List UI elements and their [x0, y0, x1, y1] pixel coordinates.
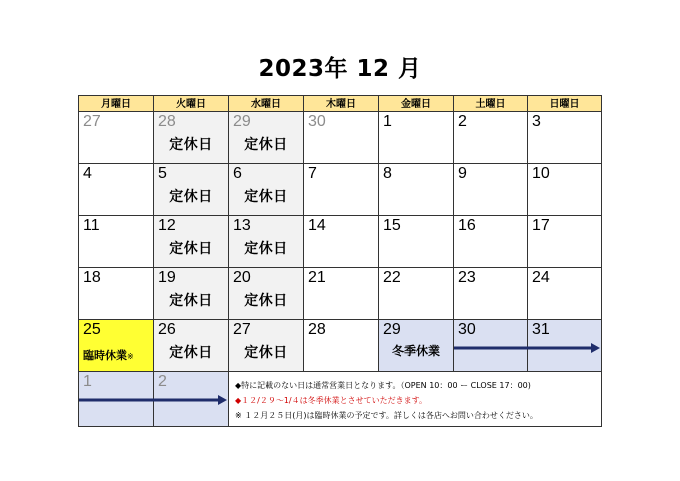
regular-holiday-label — [154, 290, 228, 310]
day-number: 24 — [532, 269, 550, 286]
day-number: 13 — [233, 217, 251, 234]
day-number: 2 — [458, 113, 467, 130]
weekday-header: 月曜日 — [78, 95, 154, 112]
day-cell — [153, 111, 229, 164]
day-cell — [153, 163, 229, 216]
day-cell — [378, 111, 454, 164]
day-cell — [78, 111, 154, 164]
regular-holiday-label — [229, 342, 303, 362]
day-number: 31 — [532, 321, 550, 338]
day-number: 29 — [233, 113, 251, 130]
regular-holiday-label — [154, 238, 228, 258]
day-number: 27 — [233, 321, 251, 338]
day-cell — [378, 319, 454, 372]
closure-text: 定休日 — [244, 189, 288, 205]
closure-text: 定休日 — [169, 241, 213, 257]
day-number: 8 — [383, 165, 392, 182]
day-number: 19 — [158, 269, 176, 286]
day-number: 6 — [233, 165, 242, 182]
day-number: 1 — [83, 373, 92, 390]
day-number: 3 — [532, 113, 541, 130]
regular-holiday-label — [154, 186, 228, 206]
temporary-closure-label — [83, 347, 134, 363]
regular-holiday-label — [154, 342, 228, 362]
day-number: 9 — [458, 165, 467, 182]
day-number: 20 — [233, 269, 251, 286]
day-number: 12 — [158, 217, 176, 234]
note-line: ※ １２月２５日(月)は臨時休業の予定です。詳しくは各店へお問い合わせください。 — [235, 411, 538, 420]
closure-text: 定休日 — [169, 345, 213, 361]
weekday-header: 火曜日 — [153, 95, 229, 112]
day-cell — [78, 163, 154, 216]
day-cell — [527, 163, 602, 216]
regular-holiday-label — [229, 238, 303, 258]
day-number: 17 — [532, 217, 550, 234]
day-number: 1 — [383, 113, 392, 130]
day-cell — [153, 267, 229, 320]
day-cell — [228, 267, 304, 320]
day-number: 23 — [458, 269, 476, 286]
day-cell — [527, 267, 602, 320]
day-cell — [378, 267, 454, 320]
regular-holiday-label — [229, 186, 303, 206]
day-number: 21 — [308, 269, 326, 286]
closure-text: 定休日 — [244, 345, 288, 361]
closure-text: 定休日 — [169, 293, 213, 309]
day-number: 30 — [308, 113, 326, 130]
regular-holiday-label — [229, 134, 303, 154]
day-number: 18 — [83, 269, 101, 286]
day-cell — [303, 267, 379, 320]
day-cell — [228, 215, 304, 268]
weekday-header: 木曜日 — [303, 95, 379, 112]
day-cell — [153, 215, 229, 268]
day-cell — [453, 267, 528, 320]
closure-text: 冬季休業 — [391, 344, 440, 358]
day-cell — [153, 319, 229, 372]
note-line: ◆特に記載のない日は通常営業日となります。（OPEN 10：00 ー CLOSE 17：00) — [235, 381, 531, 390]
notes-box — [228, 371, 602, 427]
day-cell — [453, 111, 528, 164]
day-cell — [228, 111, 304, 164]
day-cell — [228, 163, 304, 216]
footnote-mark: ※ — [127, 352, 134, 361]
day-cell — [303, 215, 379, 268]
day-number: 25 — [83, 321, 101, 338]
day-number: 10 — [532, 165, 550, 182]
day-number: 2 — [158, 373, 167, 390]
winter-closure-arrow — [454, 343, 600, 353]
calendar-title: 2023年 12 月 — [258, 56, 422, 82]
note-line: ◆１２/２９～1/４は冬季休業とさせていただきます。 — [235, 396, 427, 405]
day-cell — [378, 163, 454, 216]
calendar-grid — [78, 95, 601, 429]
day-cell — [228, 319, 304, 372]
day-number: 11 — [83, 217, 100, 234]
weekday-header: 金曜日 — [378, 95, 454, 112]
day-number: 27 — [83, 113, 101, 130]
day-number: 4 — [83, 165, 92, 182]
day-cell — [78, 267, 154, 320]
weekday-header: 土曜日 — [453, 95, 528, 112]
day-cell — [453, 163, 528, 216]
winter-closure-label — [379, 342, 453, 359]
day-cell — [527, 111, 602, 164]
regular-holiday-label — [229, 290, 303, 310]
day-number: 28 — [158, 113, 176, 130]
day-cell — [378, 215, 454, 268]
day-cell — [303, 163, 379, 216]
winter-closure-arrow — [79, 395, 227, 405]
closure-text: 定休日 — [169, 137, 213, 153]
day-cell — [303, 111, 379, 164]
weekday-header: 日曜日 — [527, 95, 602, 112]
closure-text: 臨時休業 — [83, 349, 127, 362]
closure-text: 定休日 — [169, 189, 213, 205]
day-number: 16 — [458, 217, 476, 234]
day-number: 7 — [308, 165, 317, 182]
day-number: 22 — [383, 269, 401, 286]
day-number: 30 — [458, 321, 476, 338]
day-cell — [303, 319, 379, 372]
day-cell — [78, 319, 154, 372]
weekday-header: 水曜日 — [228, 95, 304, 112]
day-number: 28 — [308, 321, 326, 338]
day-number: 29 — [383, 321, 401, 338]
day-cell — [78, 215, 154, 268]
day-number: 15 — [383, 217, 401, 234]
closure-text: 定休日 — [244, 241, 288, 257]
day-cell — [527, 215, 602, 268]
day-number: 26 — [158, 321, 176, 338]
day-number: 14 — [308, 217, 326, 234]
regular-holiday-label — [154, 134, 228, 154]
closure-text: 定休日 — [244, 293, 288, 309]
day-number: 5 — [158, 165, 167, 182]
closure-text: 定休日 — [244, 137, 288, 153]
day-cell — [453, 215, 528, 268]
